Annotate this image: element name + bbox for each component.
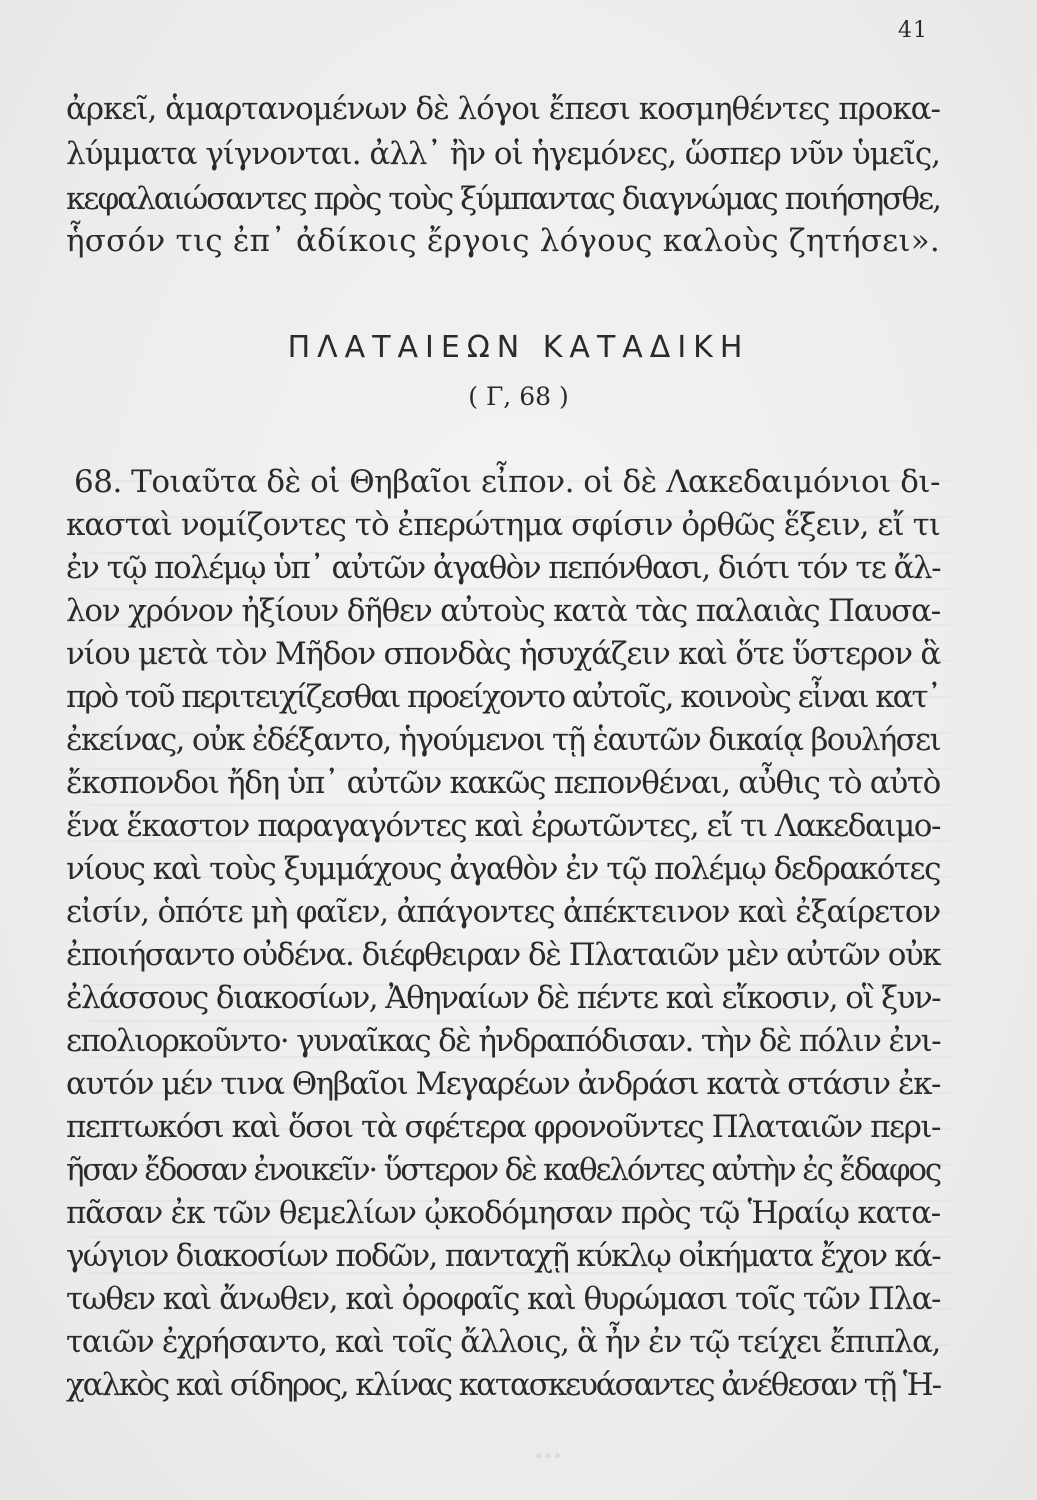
text-line: κασταὶ νομίζοντες τὸ ἐπερώτημα σφίσιν ὀρθῶς ἕξειν, εἴ τι — [66, 507, 940, 543]
section-reference: ( Γ, 68 ) — [468, 382, 569, 411]
text-line: ἀρκεῖ, ἁμαρτανομένων δὲ λόγοι ἔπεσι κοσμηθέντες προκα- — [66, 91, 940, 127]
text-line: ἐλάσσους διακοσίων, Ἀθηναίων δὲ πέντε καὶ εἴκοσιν, οἳ ξυν- — [66, 980, 940, 1016]
text-line: εἰσίν, ὁπότε μὴ φαῖεν, ἀπάγοντες ἀπέκτεινον καὶ ἐξαίρετον — [66, 894, 940, 930]
text-line: κεφαλαιώσαντες πρὸς τοὺς ξύμπαντας διαγνώμας ποιήσησθε, — [66, 181, 940, 217]
footer-ornament: ∗∗∗ — [534, 1448, 563, 1464]
text-line: επολιορκοῦντο· γυναῖκας δὲ ἠνδραπόδισαν. τὴν δὲ πόλιν ἐνι- — [66, 1023, 940, 1059]
text-line: ἕνα ἕκαστον παραγαγόντες καὶ ἐρωτῶντες, εἴ τι Λακεδαιμο- — [66, 808, 940, 844]
text-line: τωθεν καὶ ἄνωθεν, καὶ ὀροφαῖς καὶ θυρώμασι τοῖς τῶν Πλα- — [66, 1281, 940, 1317]
text-line: πᾶσαν ἐκ τῶν θεμελίων ᾠκοδόμησαν πρὸς τῷ Ἡραίῳ κατα- — [66, 1195, 940, 1231]
text-line: ταιῶν ἐχρήσαντο, καὶ τοῖς ἄλλοις, ἃ ἦν ἐν τῷ τείχει ἔπιπλα, — [66, 1324, 940, 1360]
text-line: ἐν τῷ πολέμῳ ὑπ᾽ αὐτῶν ἀγαθὸν πεπόνθασι, διότι τόν τε ἄλ- — [66, 550, 940, 586]
text-line: πεπτωκόσι καὶ ὅσοι τὰ σφέτερα φρονοῦντες Πλαταιῶν περι- — [66, 1109, 941, 1145]
text-line: ἐποιήσαντο οὐδένα. διέφθειραν δὲ Πλαταιῶν μὲν αὐτῶν οὐκ — [66, 937, 940, 973]
text-line: νίους καὶ τοὺς ξυμμάχους ἀγαθὸν ἐν τῷ πολέμῳ δεδρακότες — [66, 851, 940, 887]
text-line: ἐκείνας, οὐκ ἐδέξαντο, ἡγούμενοι τῇ ἑαυτῶν δικαίᾳ βουλήσει — [66, 722, 940, 758]
text-line: αυτόν μέν τινα Θηβαῖοι Μεγαρέων ἀνδράσι κατὰ στάσιν ἐκ- — [66, 1066, 940, 1102]
text-line: νίου μετὰ τὸν Μῆδον σπονδὰς ἡσυχάζειν καὶ ὅτε ὕστερον ἃ — [66, 636, 941, 672]
text-line: γώγιον διακοσίων ποδῶν, πανταχῇ κύκλῳ οἰκήματα ἔχον κά- — [66, 1238, 940, 1274]
section-heading: ΠΛΑΤΑΙΕΩΝ ΚΑΤΑΔΙΚΗ — [287, 330, 750, 365]
text-line: ῆσαν ἔδοσαν ἐνοικεῖν· ὕστερον δὲ καθελόντες αὐτὴν ἐς ἔδαφος — [66, 1152, 940, 1188]
text-line: λον χρόνον ἠξίουν δῆθεν αὐτοὺς κατὰ τὰς παλαιὰς Παυσα- — [66, 593, 940, 629]
page-number: 41 — [898, 18, 928, 43]
text-line: λύμματα γίγνονται. ἀλλ᾽ ἢν οἱ ἡγεμόνες, ὥσπερ νῦν ὑμεῖς, — [66, 136, 940, 172]
text-line: 68. Τοιαῦτα δὲ οἱ Θηβαῖοι εἶπον. οἱ δὲ Λακεδαιμόνιοι δι- — [74, 464, 940, 500]
text-line: ἧσσόν τις ἐπ᾽ ἀδίκοις ἔργοις λόγους καλοὺς ζητήσει». — [66, 223, 940, 259]
text-line: χαλκὸς καὶ σίδηρος, κλίνας κατασκευάσαντες ἀνέθεσαν τῇ Ἡ- — [66, 1367, 940, 1403]
text-line: ἔκσπονδοι ἤδη ὑπ᾽ αὐτῶν κακῶς πεπονθέναι, αὖθις τὸ αὐτὸ — [66, 765, 940, 801]
text-line: πρὸ τοῦ περιτειχίζεσθαι προείχοντο αὐτοῖς, κοινοὺς εἶναι κατ᾽ — [66, 679, 940, 715]
